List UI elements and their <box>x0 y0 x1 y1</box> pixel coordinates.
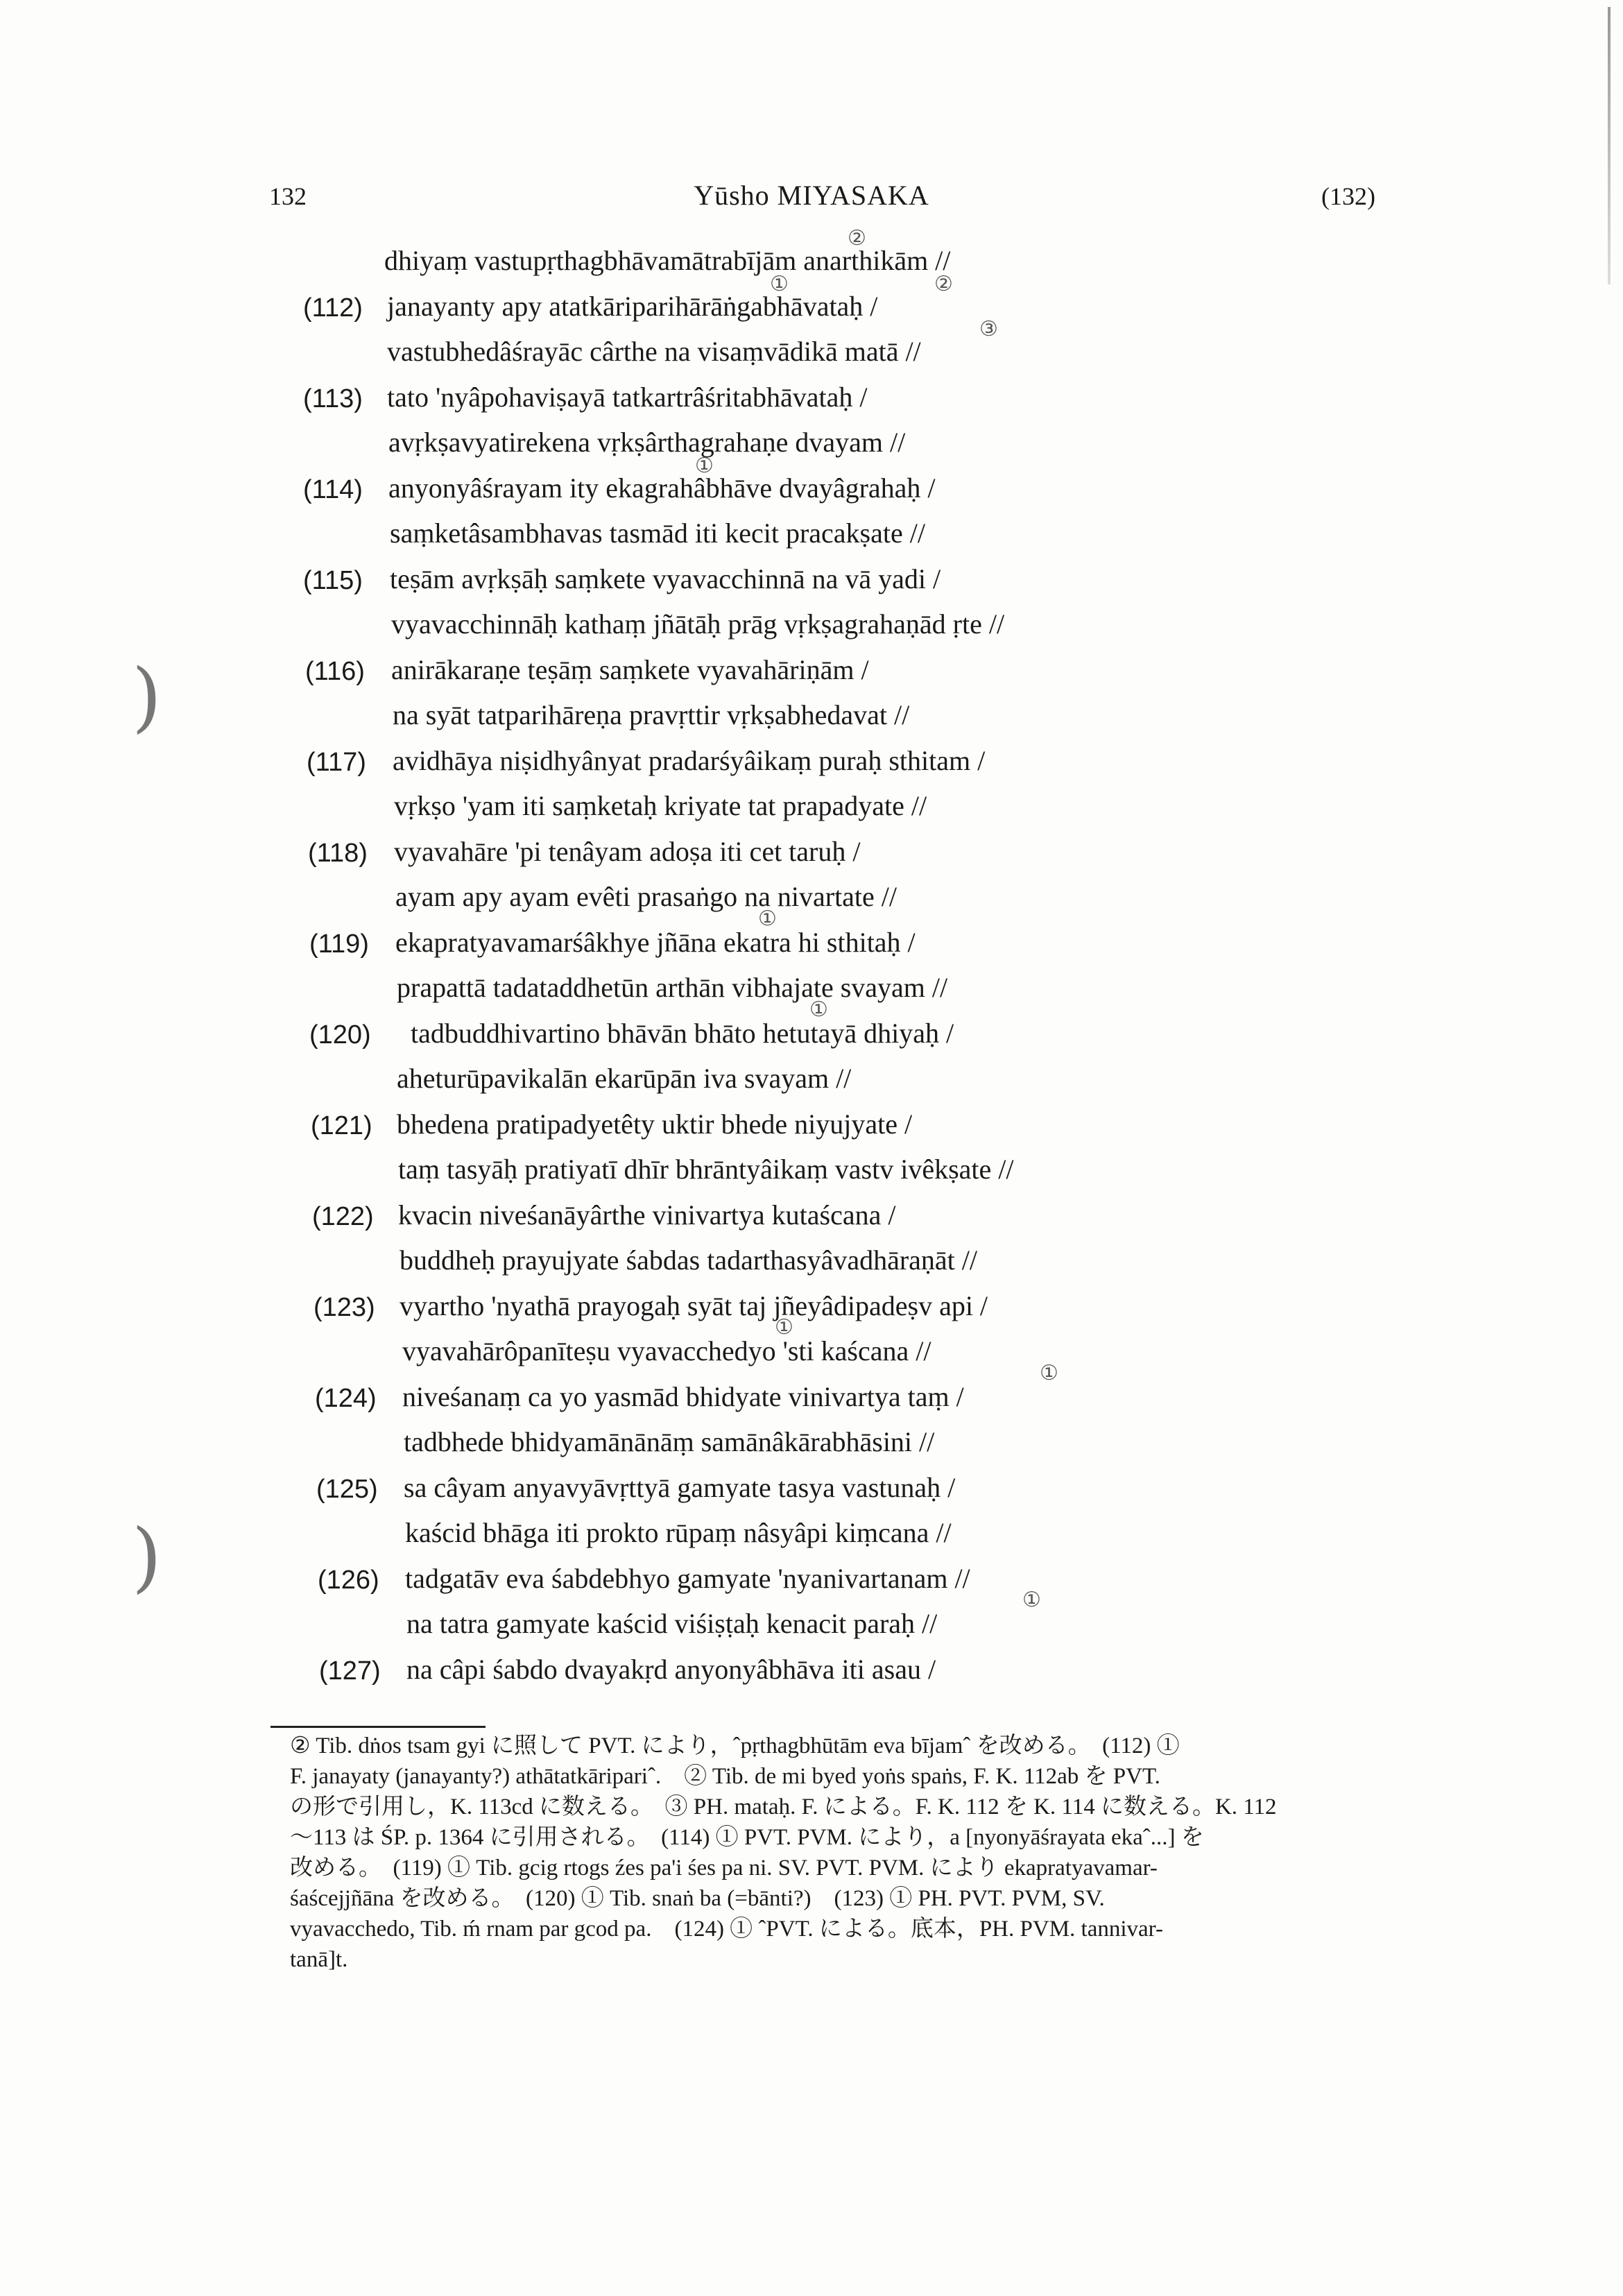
note-mark: ② <box>848 227 866 250</box>
page-number-left: 132 <box>269 182 307 210</box>
note-mark: ① <box>770 273 789 295</box>
footnote-line: śaścejjñāna を改める。 (120) ① Tib. snaṅ ba (=bānti?) (123) ① PH. PVT. PVM, SV. <box>290 1886 1105 1911</box>
verse-line: vṛkṣo 'yam iti saṃketaḥ kriyate tat prapadyate // <box>394 790 927 821</box>
verse-line: na syāt tatparihāreṇa pravṛttir vṛkṣabhedavat // <box>393 699 910 730</box>
verse-line: tadgatāv eva śabdebhyo gamyate 'nyanivartanam // <box>405 1563 970 1594</box>
page-number-right: (132) <box>1321 182 1375 210</box>
verse-line: buddheḥ prayujyate śabdas tadarthasyâvadhāraṇāt // <box>400 1244 978 1276</box>
verse-line: saṃketâsambhavas tasmād iti kecit pracakṣate // <box>390 517 925 549</box>
footnote-line: 改める。 (119) ① Tib. gcig rtogs źes pa'i śes pa ni. SV. PVT. PVM. により ekapratyavamar- <box>290 1856 1158 1881</box>
verse-line: na câpi śabdo dvayakṛd anyonyâbhāva iti asau / <box>406 1654 936 1685</box>
verse-line: bhedena pratipadyetêty uktir bhede niyujyate / <box>397 1108 913 1140</box>
scan-edge <box>1608 7 1611 284</box>
note-mark: ① <box>775 1316 793 1339</box>
note-mark: ③ <box>979 318 998 341</box>
verse-line: teṣām avṛkṣāḥ saṃkete vyavacchinnā na vā yadi / <box>390 563 941 594</box>
verse-number: (126) <box>318 1566 379 1595</box>
verse-line: na tatra gamyate kaścid viśiṣṭaḥ kenacit paraḥ // <box>406 1608 938 1639</box>
footnote-line: 〜113 は ŚP. p. 1364 に引用される。 (114) ① PVT. PVM. により，a [nyonyāśrayata ekaˆ...] を <box>290 1825 1204 1850</box>
footnotes <box>290 1731 1455 1975</box>
footnote-line: F. janayaty (janayanty?) athātatkāripariˆ. ② Tib. de mi byed yoṅs spaṅs, F. K. 112ab を PVT. <box>290 1764 1160 1789</box>
running-head-author: Yūsho MIYASAKA <box>694 180 929 211</box>
verse-number: (115) <box>303 566 363 595</box>
verse-line: taṃ tasyāḥ pratiyatī dhīr bhrāntyâikaṃ vastv ivêkṣate // <box>398 1154 1014 1185</box>
verse-line: tato 'nyâpohaviṣayā tatkartrâśritabhāvataḥ / <box>387 382 868 413</box>
verse-line: vyartho 'nyathā prayogaḥ syāt taj jñeyâdipadeṣv api / <box>400 1290 988 1321</box>
verse-line: kaścid bhāga iti prokto rūpaṃ nâsyâpi kiṃcana // <box>405 1517 952 1548</box>
verse-number: (117) <box>307 748 366 777</box>
verse-number: (114) <box>303 475 363 504</box>
verse-line: janayanty apy atatkāriparihārāṅgabhāvataḥ / <box>387 291 878 322</box>
verse-line: avidhāya niṣidhyânyat pradarśyâikaṃ puraḥ sthitam / <box>393 745 986 776</box>
verse-number: (123) <box>314 1293 375 1322</box>
footnote-line: vyavacchedo, Tib. ḿ rnam par gcod pa. (124) ① ˆPVT. による。底本，PH. PVM. tannivar- <box>290 1917 1163 1942</box>
note-mark: ② <box>934 273 953 295</box>
verse-number: (112) <box>303 293 363 323</box>
verse-number: (121) <box>311 1111 372 1140</box>
verse-line: avṛkṣavyatirekena vṛkṣârthagrahaṇe dvayam // <box>388 427 906 458</box>
verse-line: vastubhedâśrayāc cârthe na visaṃvādikā matā // <box>387 336 921 367</box>
verse-line: vyavahārôpanīteṣu vyavacchedyo 'sti kaścana // <box>402 1335 931 1367</box>
verse-line: sa câyam anyavyāvṛttyā gamyate tasya vastunaḥ / <box>404 1472 956 1503</box>
verse-number: (127) <box>319 1656 381 1686</box>
note-mark: ① <box>695 454 714 477</box>
verse-number: (125) <box>316 1475 378 1504</box>
verse-line: tadbhede bhidyamānānāṃ samānâkārabhāsini // <box>404 1426 935 1457</box>
note-mark: ① <box>1022 1588 1041 1611</box>
verse-line: ayam apy ayam evêti prasaṅgo na nivartate // <box>395 881 898 912</box>
verse-number: (122) <box>312 1202 374 1231</box>
verse-line: dhiyaṃ vastupṛthagbhāvamātrabījām anarthikām // <box>384 245 951 276</box>
note-mark: ① <box>1040 1362 1058 1385</box>
footnote-rule <box>270 1726 486 1728</box>
verse-line: niveśanaṃ ca yo yasmād bhidyate vinivartya taṃ / <box>402 1381 964 1412</box>
verse-number: (120) <box>309 1020 371 1050</box>
note-mark: ① <box>809 998 828 1021</box>
verse-number: (124) <box>315 1384 377 1413</box>
verse-line: vyavahāre 'pi tenâyam adoṣa iti cet taruḥ / <box>394 836 861 867</box>
verse-line: tadbuddhivartino bhāvān bhāto hetutayā dhiyaḥ / <box>411 1018 954 1049</box>
verse-line: anirākaraṇe teṣāṃ saṃkete vyavahāriṇām / <box>391 654 869 685</box>
footnote-line: ② Tib. dṅos tsam gyi に照して PVT. により，ˆpṛthagbhūtām eva bījamˆ を改める。 (112) ① <box>290 1733 1180 1758</box>
footnote-line: tanā]t. <box>290 1947 348 1972</box>
verse-line: prapattā tadataddhetūn arthān vibhajate svayam // <box>397 972 948 1003</box>
verse-number: (116) <box>305 657 365 686</box>
verse-line: aheturūpavikalān ekarūpān iva svayam // <box>397 1063 852 1094</box>
note-mark: ① <box>758 907 777 930</box>
verse-number: (113) <box>303 384 363 413</box>
verse-line: vyavacchinnāḥ kathaṃ jñātāḥ prāg vṛkṣagrahaṇād ṛte // <box>391 608 1005 640</box>
verse-number: (118) <box>308 839 368 868</box>
verse-number: (119) <box>309 929 369 959</box>
verse-line: ekapratyavamarśâkhye jñāna ekatra hi sthitaḥ / <box>395 927 916 958</box>
footnote-line: の形で引用し，K. 113cd に数える。 ③ PH. mataḥ. F. による。F. K. 112 を K. 114 に数える。K. 112 <box>290 1794 1277 1819</box>
verse-line: kvacin niveśanāyârthe vinivartya kutaścana / <box>398 1199 896 1231</box>
margin-parenthesis: ) <box>132 652 162 741</box>
verse-line: anyonyâśrayam ity ekagrahâbhāve dvayâgrahaḥ / <box>388 472 936 504</box>
margin-parenthesis: ) <box>132 1512 162 1601</box>
